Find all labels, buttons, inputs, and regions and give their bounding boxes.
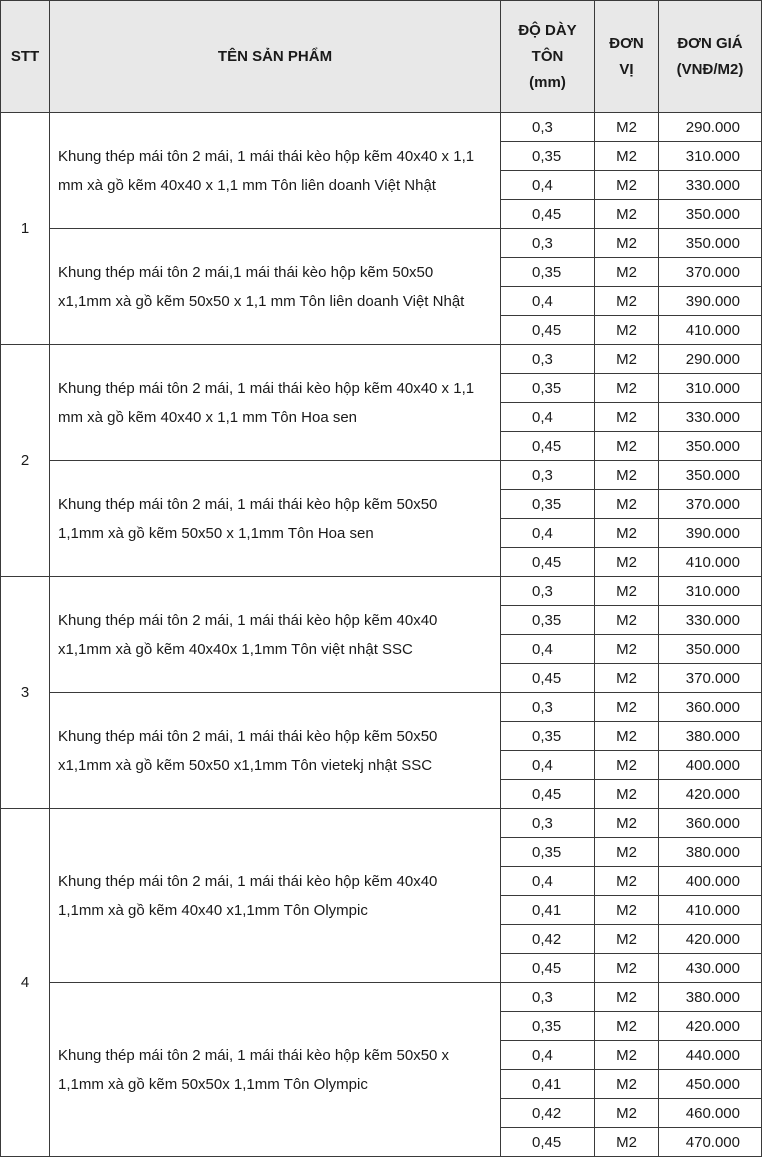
product-name-cell: Khung thép mái tôn 2 mái, 1 mái thái kèo hộp kẽm 50x50 x 1,1mm xà gồ kẽm 50x50x 1,1mm Tôn Olympic — [50, 983, 501, 1157]
thickness-cell: 0,45 — [501, 316, 595, 345]
product-name-cell: Khung thép mái tôn 2 mái, 1 mái thái kèo hộp kẽm 40x40 1,1mm xà gồ kẽm 40x40 x1,1mm Tôn Olympic — [50, 809, 501, 983]
price-cell: 410.000 — [659, 316, 762, 345]
thickness-cell: 0,4 — [501, 751, 595, 780]
unit-cell: M2 — [595, 113, 659, 142]
header-thickness-line1: ĐỘ DÀY — [518, 21, 577, 39]
unit-cell: M2 — [595, 142, 659, 171]
stt-cell: 2 — [1, 345, 50, 577]
thickness-cell: 0,4 — [501, 287, 595, 316]
thickness-cell: 0,45 — [501, 200, 595, 229]
thickness-cell: 0,3 — [501, 229, 595, 258]
thickness-cell: 0,3 — [501, 113, 595, 142]
unit-cell: M2 — [595, 577, 659, 606]
unit-cell: M2 — [595, 374, 659, 403]
price-cell: 290.000 — [659, 345, 762, 374]
unit-cell: M2 — [595, 693, 659, 722]
unit-cell: M2 — [595, 867, 659, 896]
table-row — [1, 461, 762, 490]
price-cell: 460.000 — [659, 1099, 762, 1128]
unit-cell: M2 — [595, 925, 659, 954]
thickness-cell: 0,41 — [501, 1070, 595, 1099]
header-unit-line1: ĐƠN — [609, 34, 644, 52]
price-cell: 420.000 — [659, 1012, 762, 1041]
unit-cell: M2 — [595, 1041, 659, 1070]
price-cell: 420.000 — [659, 780, 762, 809]
header-price-line2: (VNĐ/M2) — [676, 60, 744, 78]
unit-cell: M2 — [595, 403, 659, 432]
thickness-cell: 0,35 — [501, 606, 595, 635]
thickness-cell: 0,35 — [501, 490, 595, 519]
thickness-cell: 0,4 — [501, 519, 595, 548]
thickness-cell: 0,42 — [501, 925, 595, 954]
thickness-cell: 0,35 — [501, 722, 595, 751]
thickness-cell: 0,3 — [501, 983, 595, 1012]
table-row — [1, 345, 762, 374]
price-cell: 380.000 — [659, 838, 762, 867]
thickness-cell: 0,42 — [501, 1099, 595, 1128]
product-name-cell: Khung thép mái tôn 2 mái, 1 mái thái kèo hộp kẽm 40x40 x1,1mm xà gồ kẽm 40x40x 1,1mm Tôn việt nhật SSC — [50, 577, 501, 693]
unit-cell: M2 — [595, 200, 659, 229]
thickness-cell: 0,3 — [501, 809, 595, 838]
price-cell: 390.000 — [659, 287, 762, 316]
price-cell: 350.000 — [659, 229, 762, 258]
stt-cell: 3 — [1, 577, 50, 809]
unit-cell: M2 — [595, 229, 659, 258]
table-row — [1, 809, 762, 838]
price-cell: 350.000 — [659, 200, 762, 229]
thickness-cell: 0,45 — [501, 1128, 595, 1157]
unit-cell: M2 — [595, 606, 659, 635]
unit-cell: M2 — [595, 751, 659, 780]
unit-cell: M2 — [595, 287, 659, 316]
price-cell: 410.000 — [659, 548, 762, 577]
thickness-cell: 0,45 — [501, 548, 595, 577]
header-product-name: TÊN SẢN PHẨM — [50, 1, 501, 113]
unit-cell: M2 — [595, 780, 659, 809]
thickness-cell: 0,4 — [501, 1041, 595, 1070]
table-row — [1, 229, 762, 258]
header-price-line1: ĐƠN GIÁ — [677, 34, 743, 52]
product-name-cell: Khung thép mái tôn 2 mái, 1 mái thái kèo hộp kẽm 40x40 x 1,1 mm xà gồ kẽm 40x40 x 1,1 mm Tôn liên doanh Việt Nhật — [50, 113, 501, 229]
price-cell: 400.000 — [659, 867, 762, 896]
price-cell: 380.000 — [659, 722, 762, 751]
table-row — [1, 693, 762, 722]
price-cell: 450.000 — [659, 1070, 762, 1099]
unit-cell: M2 — [595, 519, 659, 548]
price-cell: 310.000 — [659, 142, 762, 171]
unit-cell: M2 — [595, 635, 659, 664]
price-cell: 470.000 — [659, 1128, 762, 1157]
thickness-cell: 0,45 — [501, 954, 595, 983]
table-row — [1, 113, 762, 142]
unit-cell: M2 — [595, 809, 659, 838]
unit-cell: M2 — [595, 1012, 659, 1041]
price-cell: 410.000 — [659, 896, 762, 925]
unit-cell: M2 — [595, 983, 659, 1012]
price-cell: 430.000 — [659, 954, 762, 983]
header-unit-line2: VỊ — [619, 60, 634, 78]
thickness-cell: 0,35 — [501, 258, 595, 287]
unit-cell: M2 — [595, 664, 659, 693]
price-cell: 390.000 — [659, 519, 762, 548]
thickness-cell: 0,4 — [501, 635, 595, 664]
header-thickness-line3: (mm) — [529, 73, 566, 91]
unit-cell: M2 — [595, 171, 659, 200]
price-cell: 360.000 — [659, 809, 762, 838]
unit-cell: M2 — [595, 896, 659, 925]
unit-cell: M2 — [595, 838, 659, 867]
product-name-cell: Khung thép mái tôn 2 mái,1 mái thái kèo hộp kẽm 50x50 x1,1mm xà gồ kẽm 50x50 x 1,1 mm Tôn liên doanh Việt Nhật — [50, 229, 501, 345]
unit-cell: M2 — [595, 432, 659, 461]
unit-cell: M2 — [595, 548, 659, 577]
price-cell: 290.000 — [659, 113, 762, 142]
unit-cell: M2 — [595, 461, 659, 490]
price-cell: 350.000 — [659, 635, 762, 664]
price-cell: 310.000 — [659, 374, 762, 403]
price-cell: 370.000 — [659, 664, 762, 693]
price-cell: 330.000 — [659, 171, 762, 200]
thickness-cell: 0,35 — [501, 838, 595, 867]
thickness-cell: 0,41 — [501, 896, 595, 925]
price-cell: 400.000 — [659, 751, 762, 780]
table-row — [1, 577, 762, 606]
price-cell: 360.000 — [659, 693, 762, 722]
header-unit — [595, 1, 659, 113]
unit-cell: M2 — [595, 1070, 659, 1099]
unit-cell: M2 — [595, 722, 659, 751]
thickness-cell: 0,45 — [501, 432, 595, 461]
stt-cell: 4 — [1, 809, 50, 1157]
thickness-cell: 0,35 — [501, 1012, 595, 1041]
header-price — [659, 1, 762, 113]
product-name-cell: Khung thép mái tôn 2 mái, 1 mái thái kèo hộp kẽm 40x40 x 1,1 mm xà gồ kẽm 40x40 x 1,1 mm Tôn Hoa sen — [50, 345, 501, 461]
thickness-cell: 0,4 — [501, 171, 595, 200]
thickness-cell: 0,4 — [501, 403, 595, 432]
thickness-cell: 0,45 — [501, 780, 595, 809]
header-thickness-line2: TÔN — [531, 47, 564, 65]
unit-cell: M2 — [595, 316, 659, 345]
price-cell: 370.000 — [659, 490, 762, 519]
table-row — [1, 983, 762, 1012]
unit-cell: M2 — [595, 1099, 659, 1128]
product-name-cell: Khung thép mái tôn 2 mái, 1 mái thái kèo hộp kẽm 50x50 1,1mm xà gồ kẽm 50x50 x 1,1mm Tôn Hoa sen — [50, 461, 501, 577]
table-body — [1, 113, 762, 1157]
unit-cell: M2 — [595, 954, 659, 983]
price-cell: 330.000 — [659, 403, 762, 432]
unit-cell: M2 — [595, 490, 659, 519]
unit-cell: M2 — [595, 345, 659, 374]
thickness-cell: 0,3 — [501, 345, 595, 374]
price-cell: 310.000 — [659, 577, 762, 606]
thickness-cell: 0,35 — [501, 374, 595, 403]
stt-cell: 1 — [1, 113, 50, 345]
thickness-cell: 0,3 — [501, 693, 595, 722]
price-cell: 330.000 — [659, 606, 762, 635]
product-name-cell: Khung thép mái tôn 2 mái, 1 mái thái kèo hộp kẽm 50x50 x1,1mm xà gồ kẽm 50x50 x1,1mm Tôn vietekj nhật SSC — [50, 693, 501, 809]
unit-cell: M2 — [595, 258, 659, 287]
price-cell: 350.000 — [659, 432, 762, 461]
price-cell: 380.000 — [659, 983, 762, 1012]
thickness-cell: 0,3 — [501, 577, 595, 606]
unit-cell: M2 — [595, 1128, 659, 1157]
price-cell: 440.000 — [659, 1041, 762, 1070]
price-cell: 370.000 — [659, 258, 762, 287]
header-stt: STT — [1, 1, 50, 113]
price-cell: 420.000 — [659, 925, 762, 954]
thickness-cell: 0,35 — [501, 142, 595, 171]
price-cell: 350.000 — [659, 461, 762, 490]
header-thickness — [501, 1, 595, 113]
thickness-cell: 0,3 — [501, 461, 595, 490]
thickness-cell: 0,4 — [501, 867, 595, 896]
thickness-cell: 0,45 — [501, 664, 595, 693]
header-row — [1, 1, 762, 113]
